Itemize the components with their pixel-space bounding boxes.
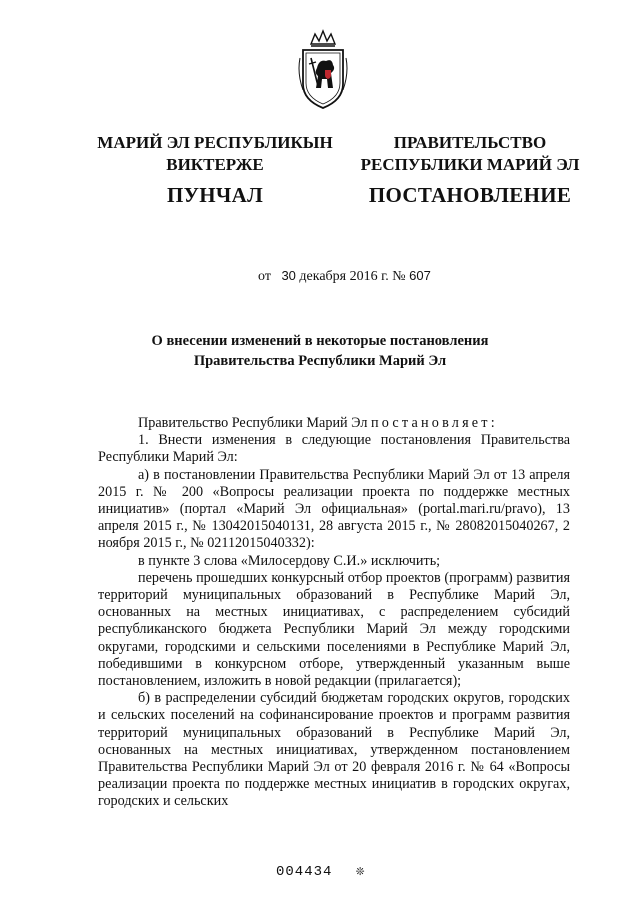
document-dateline xyxy=(258,268,431,285)
dateline-month-year: декабря 2016 г. № xyxy=(299,269,406,284)
header-right-block xyxy=(355,132,585,206)
paragraph-4: перечень прошедших конкурсный отбор проектов (программ) развития территорий муниципальных образований в Республике Марий Эл, основанных на местных инициативах, с распределением субсидий республиканского бюджета Республики Марий Эл между городскими округами, городскими и сельскими поселениями в Республике Марий Эл, победившими в конкурсном отборе, утвержденный указанным выше постановлением, изложить в новой редакции (прилагается); xyxy=(98,569,570,690)
footer-mark-icon: ❊ xyxy=(355,864,366,880)
title-line2: Правительства Республики Марий Эл xyxy=(193,353,447,369)
paragraph-3: в пункте 3 слова «Милосердову С.И.» исключить; xyxy=(138,552,441,569)
header-right-doc-type: ПОСТАНОВЛЕНИЕ xyxy=(368,183,572,207)
page-footer xyxy=(276,863,365,880)
intro-paragraph xyxy=(98,415,570,432)
dateline-number: 607 xyxy=(409,268,431,283)
title-line1: О внесении изменений в некоторые постановления xyxy=(151,333,489,349)
dateline-day: 30 xyxy=(281,268,296,283)
document-body xyxy=(98,415,570,811)
intro-text: Правительство Республики Марий Эл xyxy=(138,415,371,431)
header-left-doc-type: ПУНЧАЛ xyxy=(166,183,264,207)
form-serial-number: 004434 xyxy=(276,864,333,880)
header-right-line1: ПРАВИТЕЛЬСТВО xyxy=(393,133,547,152)
header-right-line2: РЕСПУБЛИКИ МАРИЙ ЭЛ xyxy=(360,155,580,174)
dateline-prefix: от xyxy=(258,269,271,284)
paragraph-1: 1. Внести изменения в следующие постановления Правительства Республики Марий Эл: xyxy=(98,432,570,466)
intro-decree-word: постановляет: xyxy=(370,415,498,431)
header-left-block xyxy=(95,132,335,206)
document-title xyxy=(100,331,540,371)
paragraph-5: б) в распределении субсидий бюджетам городских округов, городских и сельских поселений на софинансирование проектов и программ развития территорий муниципальных образований в Республике Марий Эл, основанных на местных инициативах, утвержденном постановлением Правительства Республики Марий Эл от 20 февраля 2016 г. № 64 «Вопросы реализации проекта по поддержке местных инициатив в городских округах, городских и сельских xyxy=(98,690,570,810)
paragraph-2: а) в постановлении Правительства Республики Марий Эл от 13 апреля 2015 г. № 200 «Вопросы реализации проекта по поддержке местных инициатив» (портал «Марий Эл официальная» (portal.mari.ru/pravo), 13 апреля 2015 г., № 13042015040131, 28 августа 2015 г., № 28082015040267, 2 ноября 2015 г., № 02112015040332): xyxy=(98,466,570,552)
coat-of-arms-icon xyxy=(297,28,349,110)
header-left-line2: ВИКТЕРЖЕ xyxy=(166,155,264,174)
header-left-line1: МАРИЙ ЭЛ РЕСПУБЛИКЫН xyxy=(97,133,333,152)
